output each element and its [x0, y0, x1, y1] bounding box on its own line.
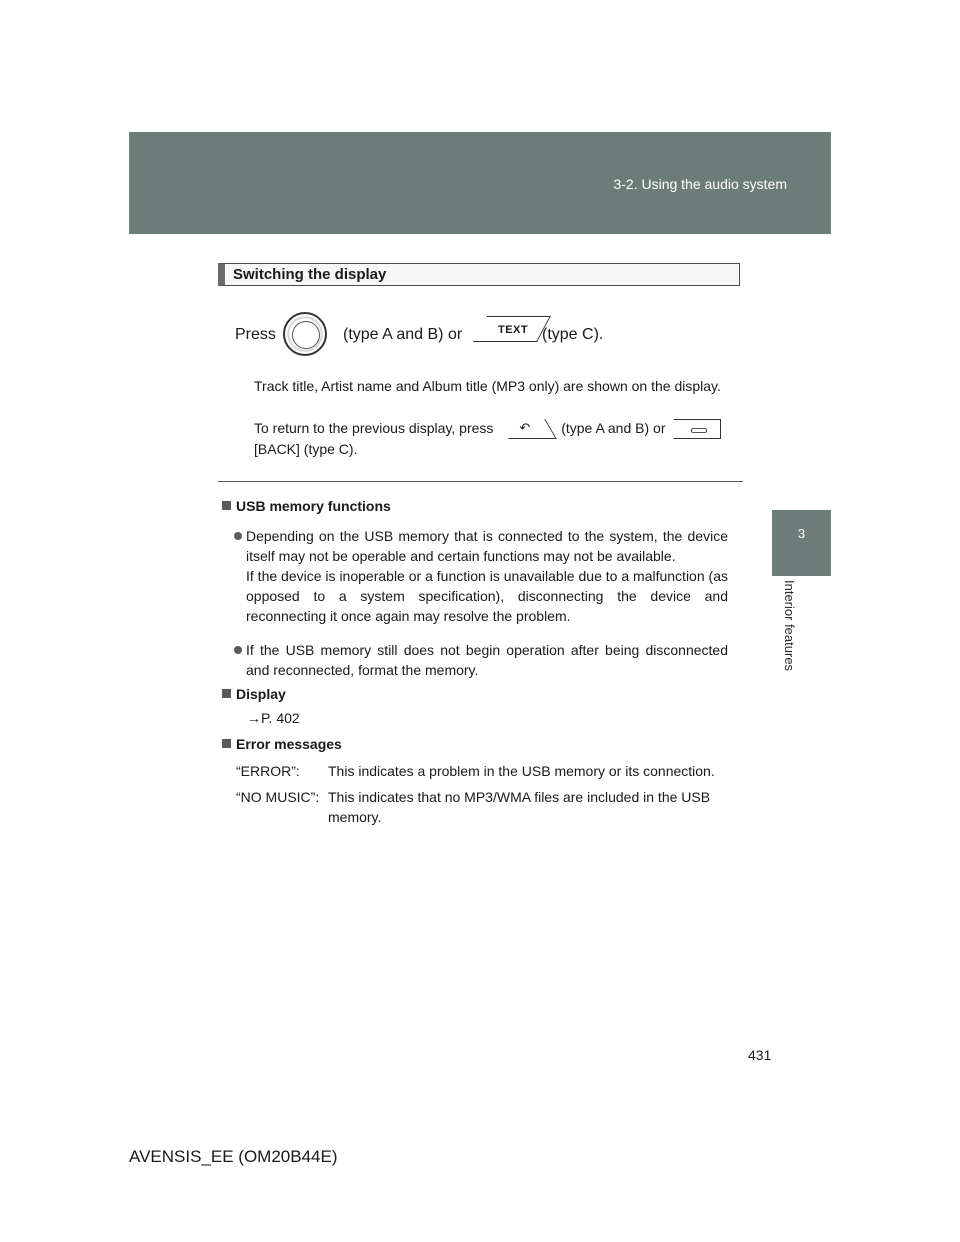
square-bullet-icon	[222, 689, 231, 698]
chapter-number: 3	[797, 526, 806, 541]
display-description: Track title, Artist name and Album title (MP3 only) are shown on the display.	[254, 378, 721, 394]
no-music-value: This indicates that no MP3/WMA files are included in the USB memory.	[328, 789, 711, 825]
section-title: Switching the display	[233, 266, 387, 283]
usb-bullet-2-text: If the USB memory still does not begin operation after being disconnected and reconnected, format the memory.	[246, 642, 728, 678]
back-arrow-icon: ↶	[519, 420, 531, 436]
usb-heading-text: USB memory functions	[236, 498, 391, 514]
section-heading-box	[218, 263, 740, 286]
type-ab-text: (type A and B) or	[343, 326, 463, 343]
square-bullet-icon	[222, 501, 231, 510]
type-c-text: (type C).	[542, 326, 604, 343]
back-button-icon	[498, 419, 558, 439]
usb-bullet-1-text: Depending on the USB memory that is connected to the system, the device itself may not be operable and certain functions may not be available.	[246, 528, 728, 564]
manual-code: AVENSIS_EE (OM20B44E)	[129, 1147, 338, 1166]
blank-button-icon	[673, 419, 721, 439]
return-instruction	[254, 418, 744, 459]
error-key: “ERROR”:	[236, 763, 300, 779]
usb-bullet-1	[246, 526, 728, 626]
round-bullet-icon	[234, 646, 242, 654]
header-band	[129, 132, 831, 234]
text-button-label: TEXT	[498, 324, 529, 336]
error-heading	[222, 736, 342, 752]
usb-heading	[222, 498, 391, 514]
error-value: This indicates a problem in the USB memory or its connection.	[328, 763, 715, 779]
page-reference: →P. 402	[247, 710, 300, 726]
no-music-key: “NO MUSIC”:	[236, 789, 320, 805]
chapter-tab	[772, 510, 831, 576]
usb-bullet-1-text-2: If the device is inoperable or a function is unavailable due to a malfunction (as opposed to a system specification), disconnecting the device and reconnecting it once again may resolve the problem.	[246, 568, 728, 624]
section-divider	[218, 481, 743, 482]
usb-bullet-2	[246, 640, 728, 680]
square-bullet-icon	[222, 739, 231, 748]
display-heading-text: Display	[236, 686, 286, 702]
return-text-after: [BACK] (type C).	[254, 441, 358, 458]
header-section-title: 3-2. Using the audio system	[613, 176, 787, 192]
tune-knob-icon	[283, 312, 327, 356]
error-heading-text: Error messages	[236, 736, 342, 752]
return-text-before: To return to the previous display, press	[254, 420, 494, 436]
page-number: 431	[748, 1047, 772, 1063]
return-text-mid: (type A and B) or	[561, 420, 666, 436]
chapter-label: Interior features	[782, 580, 797, 672]
display-heading	[222, 686, 286, 702]
round-bullet-icon	[234, 532, 242, 540]
press-word: Press	[235, 326, 276, 343]
press-instruction	[235, 312, 755, 358]
